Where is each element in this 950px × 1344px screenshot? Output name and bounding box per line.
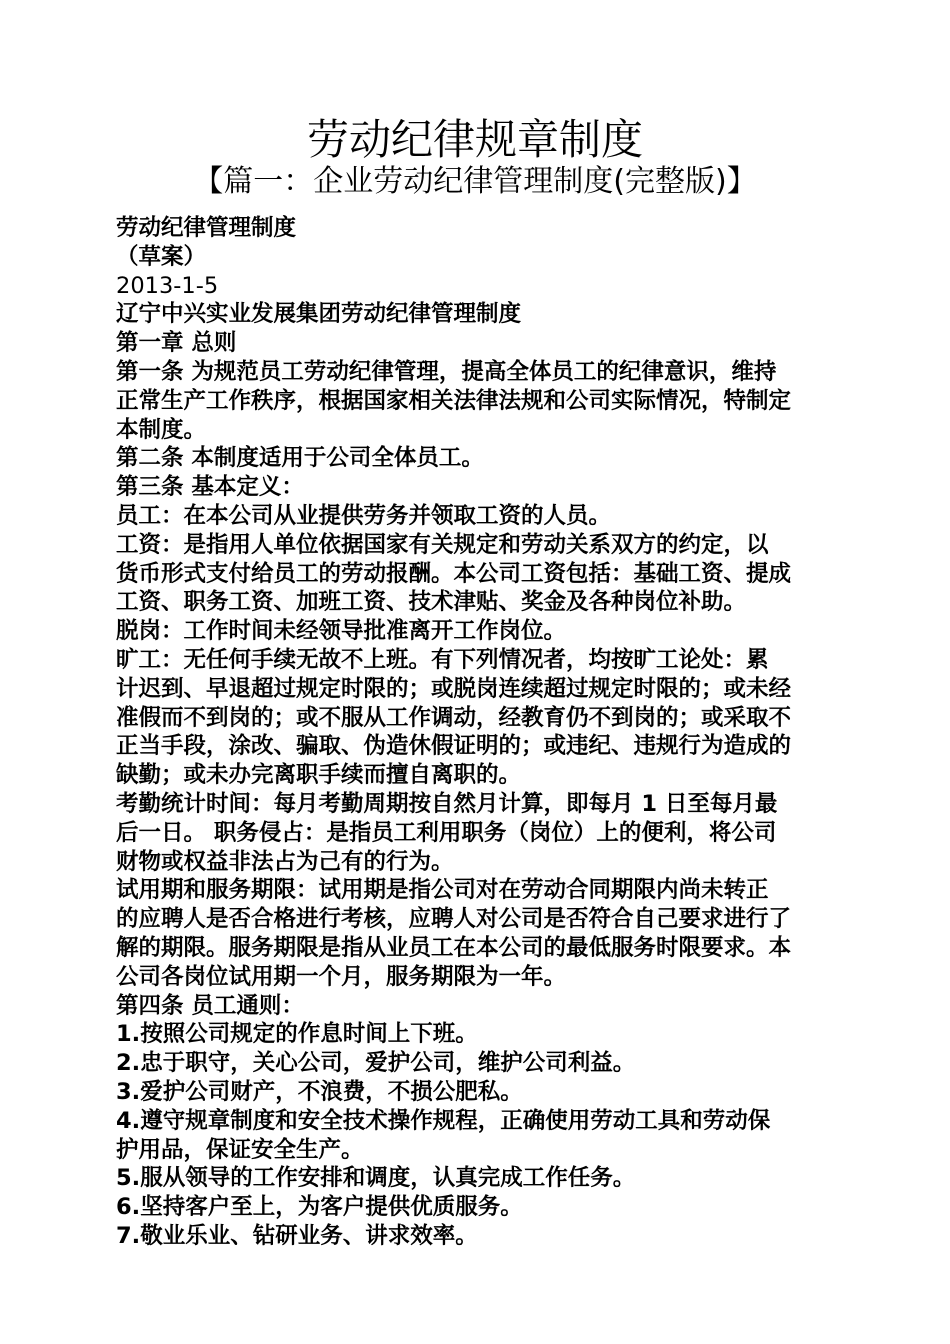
paragraph-line: 公司各岗位试用期一个月，服务期限为一年。 — [116, 963, 567, 990]
paragraph-line: 工资：是指用人单位依据国家有关规定和劳动关系双方的约定，以 — [116, 531, 769, 558]
paragraph-line: 旷工：无任何手续无故不上班。有下列情况者，均按旷工论处：累 — [116, 646, 769, 673]
document-subtitle: 【篇一：企业劳动纪律管理制度(完整版)】 — [193, 164, 757, 199]
paragraph-line: 财物或权益非法占为己有的行为。 — [116, 848, 454, 875]
paragraph-line: 计迟到、早退超过规定时限的；或脱岗连续超过规定时限的；或未经 — [116, 675, 792, 702]
draft-label: （草案） — [116, 243, 207, 270]
document-date: 2013-1-5 — [116, 272, 219, 299]
paragraph-line: 缺勤；或未办完离职手续而擅自离职的。 — [116, 762, 522, 789]
document-title: 劳动纪律规章制度 — [306, 115, 643, 164]
paragraph-line: 考勤统计时间：每月考勤周期按自然月计算，即每月 1 日至每月最 — [116, 790, 778, 817]
regulation-title: 辽宁中兴实业发展集团劳动纪律管理制度 — [116, 301, 522, 328]
paragraph-line: 工资、职务工资、加班工资、技术津贴、奖金及各种岗位补助。 — [116, 589, 747, 616]
paragraph-line: 脱岗：工作时间未经领导批准离开工作岗位。 — [116, 618, 567, 645]
list-item: 3.爱护公司财产，不浪费，不损公肥私。 — [116, 1078, 523, 1105]
chapter-heading: 第一章 总则 — [116, 330, 237, 357]
paragraph-line: 第三条 基本定义： — [116, 474, 304, 501]
paragraph-line: 第四条 员工通则： — [116, 992, 304, 1019]
paragraph-line: 解的期限。服务期限是指从业员工在本公司的最低服务时限要求。本 — [116, 934, 792, 961]
list-item: 5.服从领导的工作安排和调度，认真完成工作任务。 — [116, 1165, 636, 1192]
paragraph-line: 正当手段，涂改、骗取、伪造休假证明的；或违纪、违规行为造成的 — [116, 733, 792, 760]
list-item: 护用品，保证安全生产。 — [116, 1136, 364, 1163]
paragraph-line: 准假而不到岗的；或不服从工作调动，经教育仍不到岗的；或采取不 — [116, 704, 792, 731]
paragraph-line: 第一条 为规范员工劳动纪律管理，提高全体员工的纪律意识，维持 — [116, 358, 777, 385]
paragraph-line: 员工：在本公司从业提供劳务并领取工资的人员。 — [116, 502, 612, 529]
paragraph-line: 货币形式支付给员工的劳动报酬。本公司工资包括：基础工资、提成 — [116, 560, 792, 587]
list-item: 6.坚持客户至上，为客户提供优质服务。 — [116, 1194, 523, 1221]
document-body — [116, 214, 840, 1251]
paragraph-line: 本制度。 — [116, 416, 207, 443]
list-item: 1.按照公司规定的作息时间上下班。 — [116, 1021, 478, 1048]
paragraph-line: 后一日。 职务侵占：是指员工利用职务（岗位）上的便利，将公司 — [116, 819, 777, 846]
paragraph-line: 第二条 本制度适用于公司全体员工。 — [116, 445, 484, 472]
list-item: 2.忠于职守，关心公司，爱护公司，维护公司利益。 — [116, 1050, 636, 1077]
paragraph-line: 正常生产工作秩序，根据国家相关法律法规和公司实际情况，特制定 — [116, 387, 792, 414]
paragraph-line: 的应聘人是否合格进行考核，应聘人对公司是否符合自己要求进行了 — [116, 906, 792, 933]
list-item: 4.遵守规章制度和安全技术操作规程，正确使用劳动工具和劳动保 — [116, 1107, 771, 1134]
section-heading: 劳动纪律管理制度 — [116, 215, 297, 241]
list-item: 7.敬业乐业、钻研业务、讲求效率。 — [116, 1222, 478, 1249]
paragraph-line: 试用期和服务期限：试用期是指公司对在劳动合同期限内尚未转正 — [116, 877, 769, 904]
